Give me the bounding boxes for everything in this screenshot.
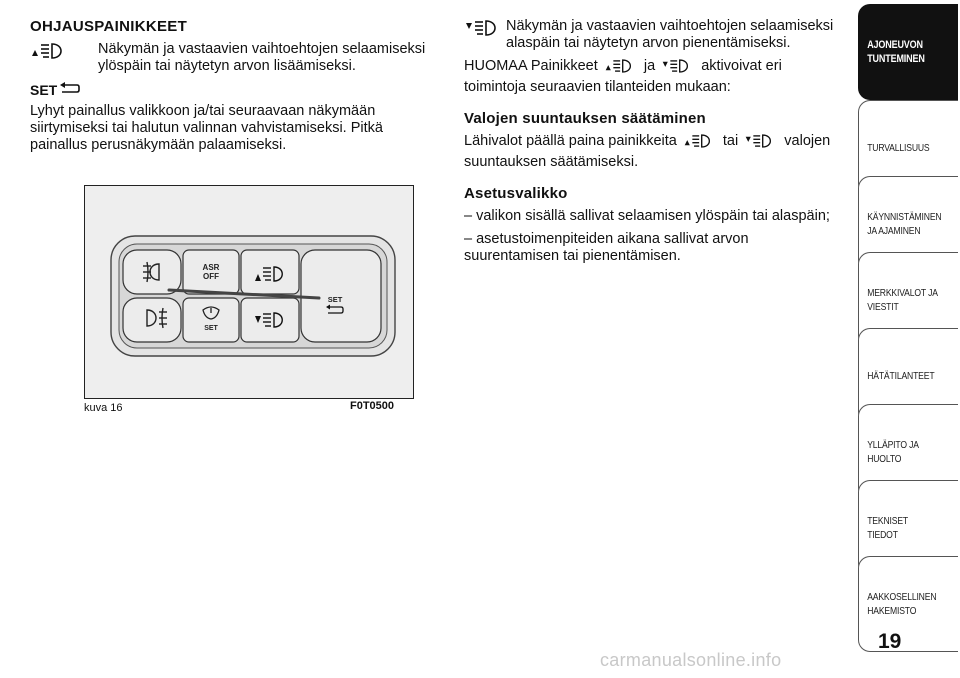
tab-emergency[interactable]: HÄTÄTILANTEET — [858, 328, 958, 424]
settings-menu-item-2: – asetustoimenpiteiden aikana sallivat arvon suurentamisen tai pienentämisen. — [464, 231, 749, 264]
note-label: HUOMAA — [464, 58, 527, 74]
tab-vehicle-knowledge[interactable]: AJONEUVON TUNTEMINEN — [858, 4, 958, 100]
tab-starting-driving[interactable]: KÄYNNISTÄMINEN JA AJAMINEN — [858, 176, 958, 272]
middle-column — [464, 18, 844, 271]
asr-off-label-line1: ASR — [202, 263, 220, 272]
section-heading-settings-menu: Asetusvalikko — [464, 185, 568, 202]
section-heading-headlight-aim: Valojen suuntauksen säätäminen — [464, 110, 706, 127]
headlight-up-icon — [604, 58, 638, 79]
tab-warning-lights[interactable]: MERKKIVALOT JA VIESTIT — [858, 252, 958, 348]
note-text-b: aktivoivat eri toimintoja seuraavien tilanteiden mukaan: — [464, 58, 782, 95]
headlight-down-icon — [661, 58, 695, 79]
headlight-up-icon — [30, 41, 98, 60]
tab-safety[interactable]: TURVALLISUUS — [858, 100, 958, 196]
asr-off-label-line2: OFF — [203, 272, 219, 281]
headlight-aim-text-b: valojen suuntauksen säätämiseksi. — [464, 133, 831, 170]
note-text-and: ja — [643, 58, 656, 74]
chapter-tabs — [858, 0, 960, 678]
page-number: 19 — [878, 630, 902, 653]
note-paragraph — [464, 58, 844, 96]
watermark: carmanualsonline.info — [600, 650, 782, 670]
up-button-description: Näkymän ja vastaavien vaihtoehtojen selaamiseksi ylöspäin tai näytetyn arvon lisäämiseksi. — [98, 41, 426, 74]
set-label: SET — [30, 81, 58, 98]
settings-menu-item-1: – valikon sisällä sallivat selaamisen ylöspäin tai alaspäin; — [464, 208, 830, 224]
tab-technical-data[interactable]: TEKNISET TIEDOT — [858, 480, 958, 576]
return-arrow-icon — [59, 81, 81, 99]
figure-code: F0T0500 — [350, 400, 395, 412]
tire-set-label: SET — [204, 325, 218, 332]
headlight-up-icon — [683, 133, 717, 154]
down-button-definition — [464, 18, 844, 52]
headlight-aim-text-or: tai — [722, 133, 739, 149]
set-button-definition — [30, 81, 438, 99]
set-button-description: Lyhyt painallus valikkoon ja/tai seuraavaan näkymään siirtymiseksi tai halutun valinnan vahvistamiseksi. Pitkä painallus perusnäkymään palaamiseksi. — [30, 103, 383, 153]
headlight-aim-text-a: Lähivalot päällä paina painikkeita — [464, 133, 677, 149]
headlight-down-icon — [464, 18, 506, 37]
tab-index[interactable]: AAKKOSELLINEN HAKEMISTO — [858, 556, 958, 652]
section-heading-controls: OHJAUSPAINIKKEET — [30, 18, 188, 35]
set-button-label: SET — [327, 295, 343, 304]
headlight-aim-paragraph — [464, 133, 844, 171]
tab-maintenance[interactable]: YLLÄPITO JA HUOLTO — [858, 404, 958, 500]
down-button-description: Näkymän ja vastaavien vaihtoehtojen selaamiseksi alaspäin tai näytetyn arvon pienentämiseksi. — [506, 18, 834, 51]
control-panel-figure — [84, 185, 414, 399]
left-column — [30, 18, 438, 160]
figure-caption: kuva 16 — [84, 402, 123, 414]
up-button-definition — [30, 41, 438, 75]
note-text-a: Painikkeet — [530, 58, 598, 74]
headlight-down-icon — [744, 133, 778, 154]
